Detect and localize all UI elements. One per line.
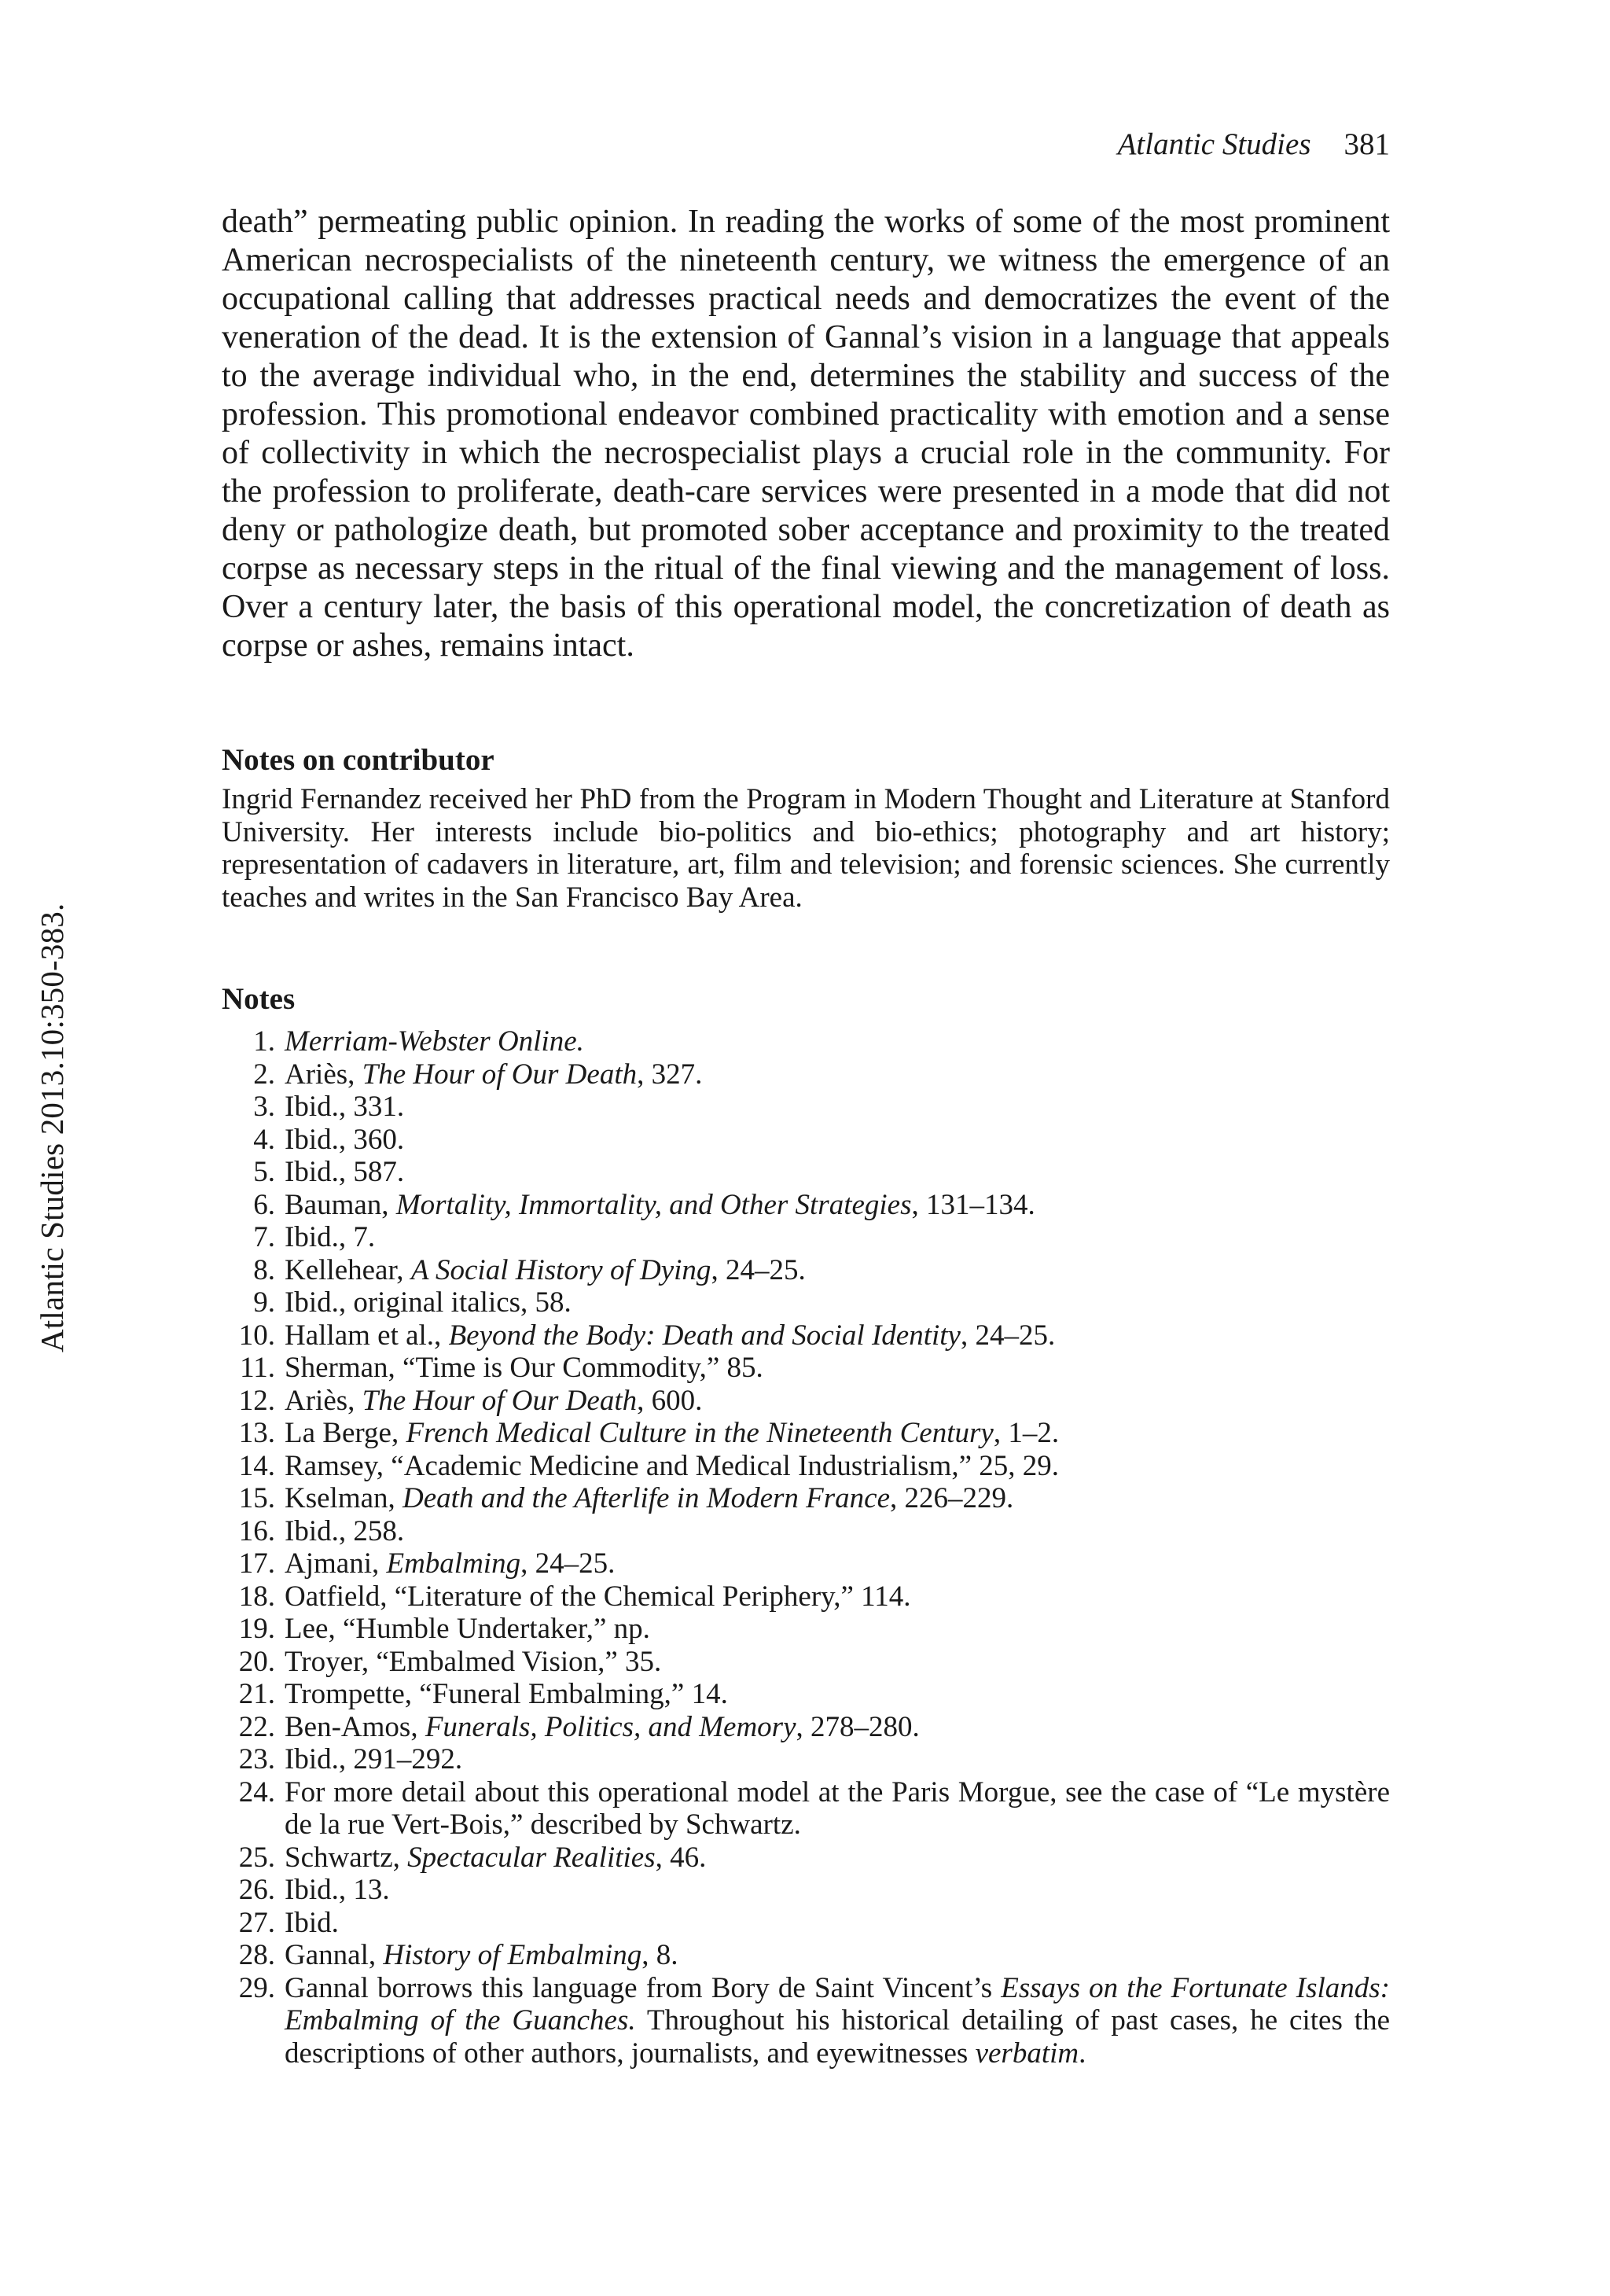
note-text [275,1189,1390,1222]
note-number: 12. [238,1384,275,1417]
note-segment: , 226–229. [890,1482,1014,1514]
note-segment: Ibid., 13. [285,1874,390,1906]
note-text [275,1286,1390,1319]
note-number: 19. [238,1613,275,1645]
note-text [275,1776,1390,1842]
note-item [222,1286,1390,1319]
note-number: 7. [253,1221,275,1253]
note-segment: La Berge, [285,1417,406,1449]
note-number: 21. [238,1678,275,1710]
journal-title: Atlantic Studies [1117,127,1311,161]
note-text [275,1352,1390,1385]
note-text [275,1058,1390,1091]
note-segment: Hallam et al., [285,1319,449,1352]
note-italic-segment: Death and the Afterlife in Modern France [402,1482,890,1514]
note-item [222,1678,1390,1711]
note-number: 27. [238,1906,275,1939]
note-text [275,1743,1390,1776]
note-segment: Ibid., 291–292. [285,1743,463,1775]
note-text [275,1842,1390,1875]
note-text [275,1319,1390,1352]
note-item [222,1972,1390,2070]
note-text [275,1254,1390,1287]
note-item [222,1939,1390,1972]
note-item [222,1482,1390,1515]
note-segment: Trompette, “Funeral Embalming,” 14. [285,1678,728,1710]
note-number: 1. [253,1025,275,1058]
note-number: 3. [253,1091,275,1123]
note-item [222,1189,1390,1222]
note-number: 9. [253,1286,275,1319]
note-number: 25. [238,1841,275,1874]
note-item [222,1842,1390,1875]
note-item [222,1711,1390,1744]
note-segment: Gannal, [285,1939,384,1971]
note-segment: Ariès, [285,1058,362,1091]
note-number: 18. [238,1580,275,1613]
note-item [222,1417,1390,1450]
note-segment: . [1079,2037,1086,2070]
note-segment: Schwartz, [285,1841,408,1874]
note-text [275,1646,1390,1679]
note-text [275,1124,1390,1157]
note-number: 11. [240,1352,275,1384]
note-segment: Troyer, “Embalmed Vision,” 35. [285,1645,662,1678]
note-italic-segment: History of Embalming [383,1939,642,1971]
contributor-text: Ingrid Fernandez received her PhD from the Program in Modern Thought and Literature at Stanford University. Her interests include bio-politics and bio-ethics; photography and art history; representation of cadavers in literature, art, film and television; and forensic sciences. She currently teaches and writes in the San Francisco Bay Area. [222,783,1390,914]
note-segment: Ramsey, “Academic Medicine and Medical Industrialism,” 25, 29. [285,1449,1059,1482]
note-item [222,1743,1390,1776]
note-text [275,1221,1390,1254]
note-text [275,1939,1390,1972]
note-text [275,1091,1390,1124]
note-segment: Lee, “Humble Undertaker,” np. [285,1613,650,1645]
note-number: 22. [238,1710,275,1743]
note-italic-segment: The Hour of Our Death [362,1058,638,1091]
note-text [275,1482,1390,1515]
note-italic-segment: Merriam-Webster Online. [285,1025,584,1058]
note-number: 4. [253,1123,275,1156]
note-italic-segment: The Hour of Our Death [362,1384,638,1417]
note-segment: , 24–25. [711,1253,806,1286]
note-segment: , 46. [655,1841,707,1874]
note-segment: Ibid., 331. [285,1091,405,1123]
note-italic-segment: Essays on the Fortunate Islands: Embalming of the Guanches. [285,1971,1391,2037]
running-head [1118,127,1390,162]
note-segment: Ibid., 258. [285,1514,405,1547]
note-number: 15. [238,1482,275,1514]
note-text [275,1417,1390,1450]
note-number: 6. [253,1188,275,1221]
note-item [222,1613,1390,1646]
note-text [275,1547,1390,1580]
note-item [222,1058,1390,1091]
note-item [222,1907,1390,1940]
note-text [275,1613,1390,1646]
note-segment: Ben-Amos, [285,1710,425,1743]
note-number: 5. [253,1156,275,1188]
notes-list [222,1025,1390,2070]
note-segment: Bauman, [285,1188,396,1221]
note-segment: For more detail about this operational model at the Paris Morgue, see the case of “Le mystère de la rue Vert-Bois,” described by Schwartz. [285,1775,1390,1841]
note-italic-segment: Spectacular Realities [407,1841,656,1874]
note-segment: Sherman, “Time is Our Commodity,” 85. [285,1352,763,1384]
note-item [222,1547,1390,1580]
note-italic-segment: Mortality, Immortality, and Other Strategies [395,1188,912,1221]
note-italic-segment: verbatim [975,2037,1079,2070]
note-item [222,1450,1390,1483]
note-segment: Ibid., 7. [285,1221,376,1253]
note-number: 16. [238,1514,275,1547]
note-segment: , 278–280. [796,1710,920,1743]
note-number: 28. [238,1939,275,1971]
note-text [275,1711,1390,1744]
note-text [275,1450,1390,1483]
note-italic-segment: Embalming [386,1547,521,1580]
note-text [275,1678,1390,1711]
note-italic-segment: French Medical Culture in the Nineteenth Century [406,1417,994,1449]
note-number: 13. [238,1417,275,1449]
note-segment: , 600. [637,1384,703,1417]
note-item [222,1515,1390,1548]
note-text [275,1907,1390,1940]
note-segment: Ariès, [285,1384,362,1417]
notes-heading: Notes [222,982,296,1016]
body-paragraph: death” permeating public opinion. In reading the works of some of the most prominent American necrospecialists of the nineteenth century, we witness the emergence of an occupational calling that addresses practical needs and democratizes the event of the veneration of the dead. It is the extension of Gannal’s vision in a language that appeals to the average individual who, in the end, determines the stability and success of the profession. This promotional endeavor combined practicality with emotion and a sense of collectivity in which the necrospecialist plays a crucial role in the community. For the profession to proliferate, death-care services were presented in a mode that did not deny or pathologize death, but promoted sober acceptance and proximity to the treated corpse as necessary steps in the ritual of the final viewing and the management of loss. Over a century later, the basis of this operational model, the concretization of death as corpse or ashes, remains intact. [222,204,1390,664]
note-text [275,1025,1390,1058]
note-text [275,1874,1390,1907]
contributor-heading: Notes on contributor [222,743,494,777]
note-text [275,1972,1390,2070]
note-italic-segment: A Social History of Dying [410,1253,711,1286]
note-item [222,1776,1390,1842]
note-number: 17. [238,1547,275,1580]
note-segment: Ibid., 360. [285,1123,405,1156]
page-number: 381 [1344,127,1390,161]
note-segment: Throughout his historical detailing of past cases, he cites the descriptions of other authors, journalists, and eyewitnesses [285,2004,1390,2070]
note-item [222,1646,1390,1679]
note-segment: Gannal borrows this language from Bory de Saint Vincent’s [285,1971,1002,2004]
note-number: 2. [253,1058,275,1091]
note-item [222,1091,1390,1124]
note-item [222,1221,1390,1254]
note-italic-segment: Funerals, Politics, and Memory [425,1710,796,1743]
note-segment: Ajmani, [285,1547,387,1580]
note-segment: Ibid., 587. [285,1156,405,1188]
note-text [275,1515,1390,1548]
note-segment: , 24–25. [520,1547,616,1580]
note-segment: , 8. [641,1939,678,1971]
note-number: 23. [238,1743,275,1775]
note-segment: Ibid. [285,1906,339,1939]
note-item [222,1025,1390,1058]
note-number: 14. [238,1449,275,1482]
note-segment: Kselman, [285,1482,403,1514]
note-text [275,1580,1390,1613]
note-number: 8. [253,1253,275,1286]
note-number: 29. [238,1971,275,2004]
note-segment: Ibid., original italics, 58. [285,1286,572,1319]
note-item [222,1874,1390,1907]
note-segment: , 24–25. [960,1319,1056,1352]
note-italic-segment: Beyond the Body: Death and Social Identity [448,1319,961,1352]
note-item [222,1580,1390,1613]
note-number: 10. [238,1319,275,1352]
note-item [222,1385,1390,1418]
note-number: 24. [238,1775,275,1808]
page-content [222,203,1390,2070]
note-text [275,1385,1390,1418]
note-number: 26. [238,1874,275,1906]
note-item [222,1124,1390,1157]
side-citation: Atlantic Studies 2013.10:350-383. [34,903,70,1352]
note-number: 20. [238,1645,275,1678]
note-segment: , 131–134. [911,1188,1035,1221]
note-item [222,1319,1390,1352]
note-item [222,1156,1390,1189]
note-item [222,1352,1390,1385]
note-item [222,1254,1390,1287]
note-segment: Oatfield, “Literature of the Chemical Periphery,” 114. [285,1580,911,1613]
note-segment: , 1–2. [993,1417,1060,1449]
note-segment: Kellehear, [285,1253,411,1286]
note-segment: , 327. [637,1058,703,1091]
note-text [275,1156,1390,1189]
